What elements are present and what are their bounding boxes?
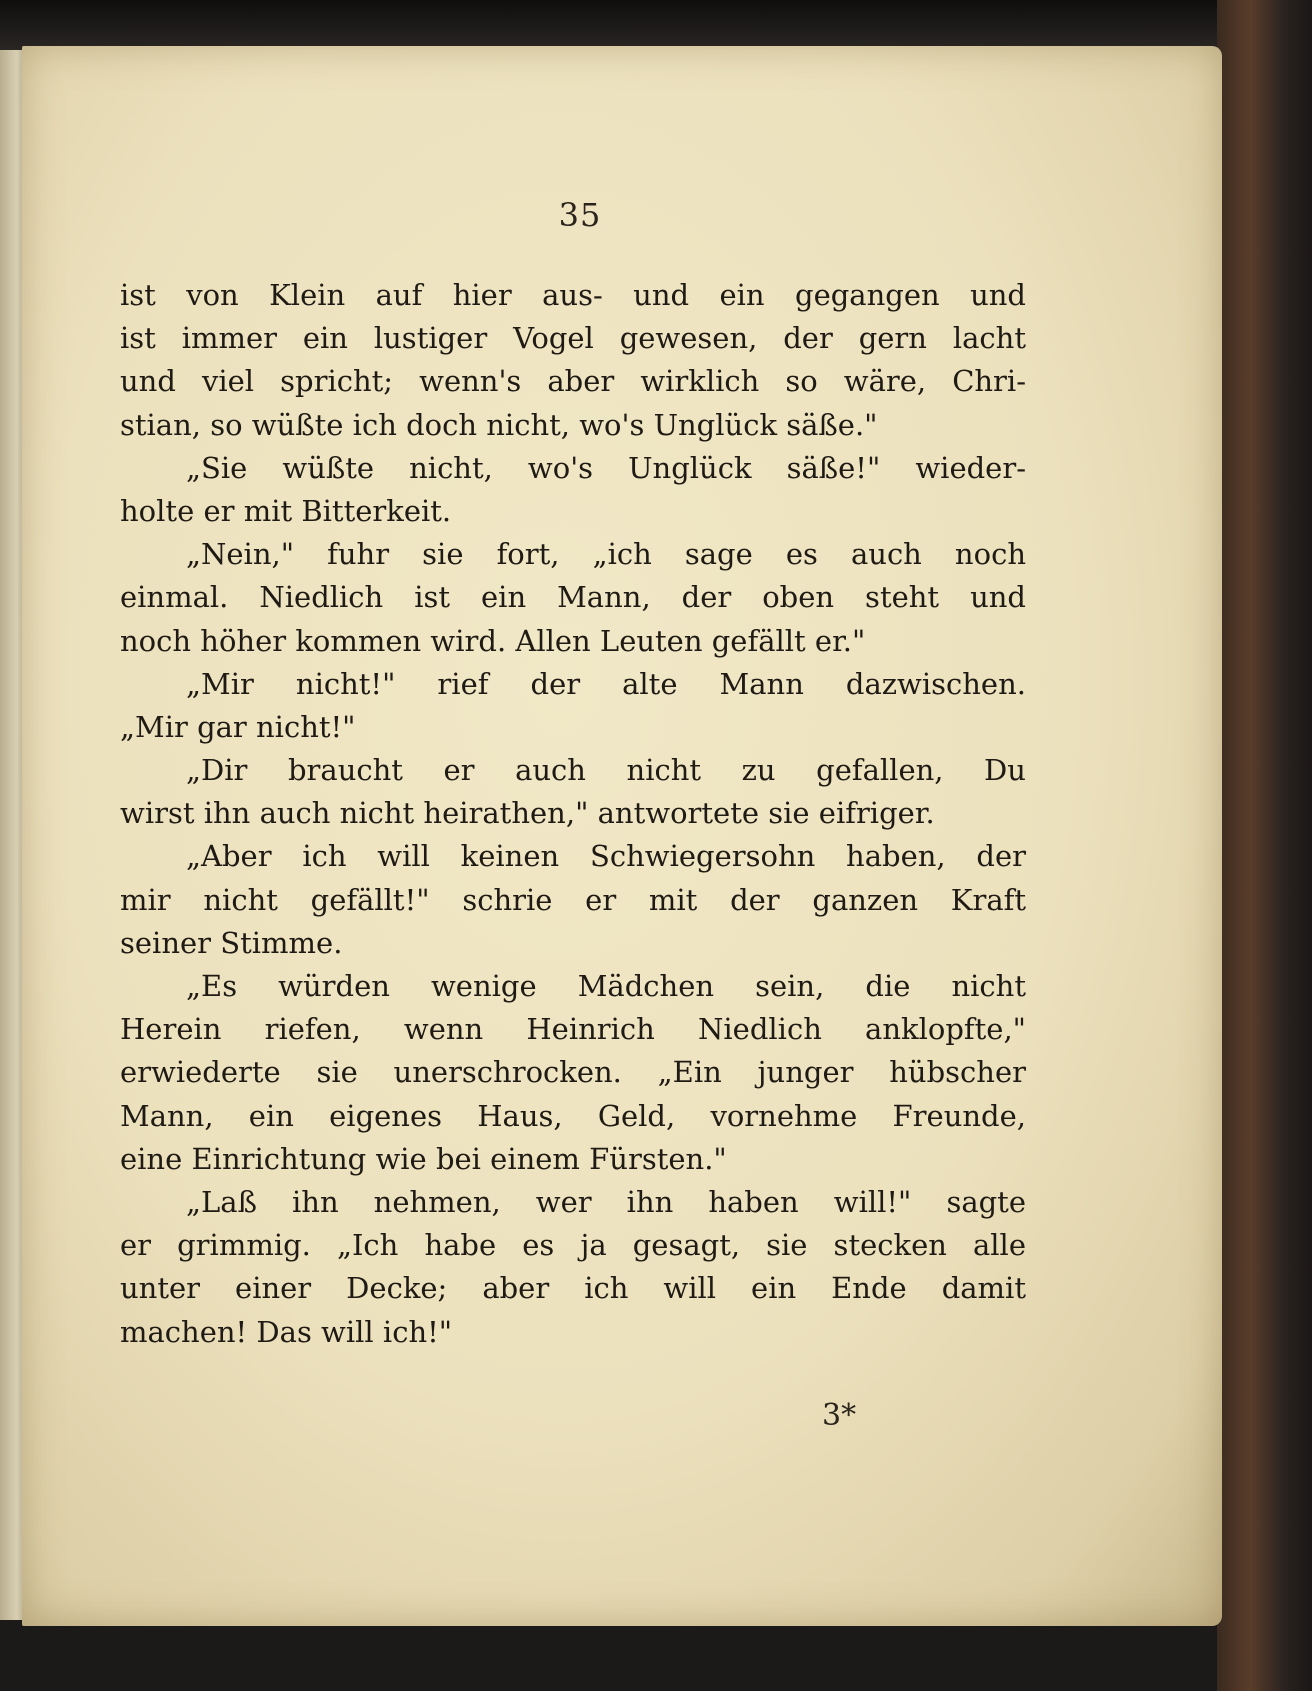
signature-mark: 3* <box>822 1398 857 1433</box>
text-line: „Sie wüßte nicht, wo's Unglück säße!" wieder- <box>186 450 1026 485</box>
text-line: mir nicht gefällt!" schrie er mit der ganzen Kraft <box>120 882 1026 917</box>
text-line: unter einer Decke; aber ich will ein Ende damit <box>120 1271 1026 1306</box>
text-line: „Laß ihn nehmen, wer ihn haben will!" sagte <box>186 1184 1026 1219</box>
book-page <box>22 46 1222 1626</box>
page-text <box>120 274 1026 1354</box>
text-line: holte er mit Bitterkeit. <box>120 493 452 528</box>
text-line: „Dir braucht er auch nicht zu gefallen, Du <box>186 753 1026 788</box>
text-line: „Es würden wenige Mädchen sein, die nicht <box>186 969 1026 1003</box>
book-cover-right <box>1217 0 1312 1691</box>
text-line: „Mir nicht!" rief der alte Mann dazwischen. <box>186 666 1026 701</box>
text-line: noch höher kommen wird. Allen Leuten gefällt er." <box>120 623 866 658</box>
page-number: 35 <box>558 196 602 234</box>
text-line: einmal. Niedlich ist ein Mann, der oben steht und <box>120 580 1026 615</box>
text-line: und viel spricht; wenn's aber wirklich so wäre, Chri- <box>120 364 1026 399</box>
text-line: „Mir gar nicht!" <box>120 709 356 744</box>
text-line: stian, so wüßte ich doch nicht, wo's Unglück säße." <box>120 407 878 442</box>
text-line: wirst ihn auch nicht heirathen," antwortete sie eifriger. <box>120 796 935 831</box>
text-line: eine Einrichtung wie bei einem Fürsten." <box>120 1141 727 1176</box>
text-line: Mann, ein eigenes Haus, Geld, vornehme Freunde, <box>120 1098 1026 1133</box>
text-line: erwiederte sie unerschrocken. „Ein junger hübscher <box>120 1055 1026 1090</box>
text-line: seiner Stimme. <box>120 925 343 960</box>
text-line: „Nein," fuhr sie fort, „ich sage es auch noch <box>186 537 1026 572</box>
text-line: Herein riefen, wenn Heinrich Niedlich anklopfte," <box>120 1012 1026 1047</box>
text-line: er grimmig. „Ich habe es ja gesagt, sie stecken alle <box>120 1228 1026 1263</box>
text-line: „Aber ich will keinen Schwiegersohn haben, der <box>186 839 1026 874</box>
text-line: ist von Klein auf hier aus- und ein gegangen und <box>120 278 1026 312</box>
text-line: ist immer ein lustiger Vogel gewesen, der gern lacht <box>120 321 1026 356</box>
text-line: machen! Das will ich!" <box>120 1314 453 1349</box>
